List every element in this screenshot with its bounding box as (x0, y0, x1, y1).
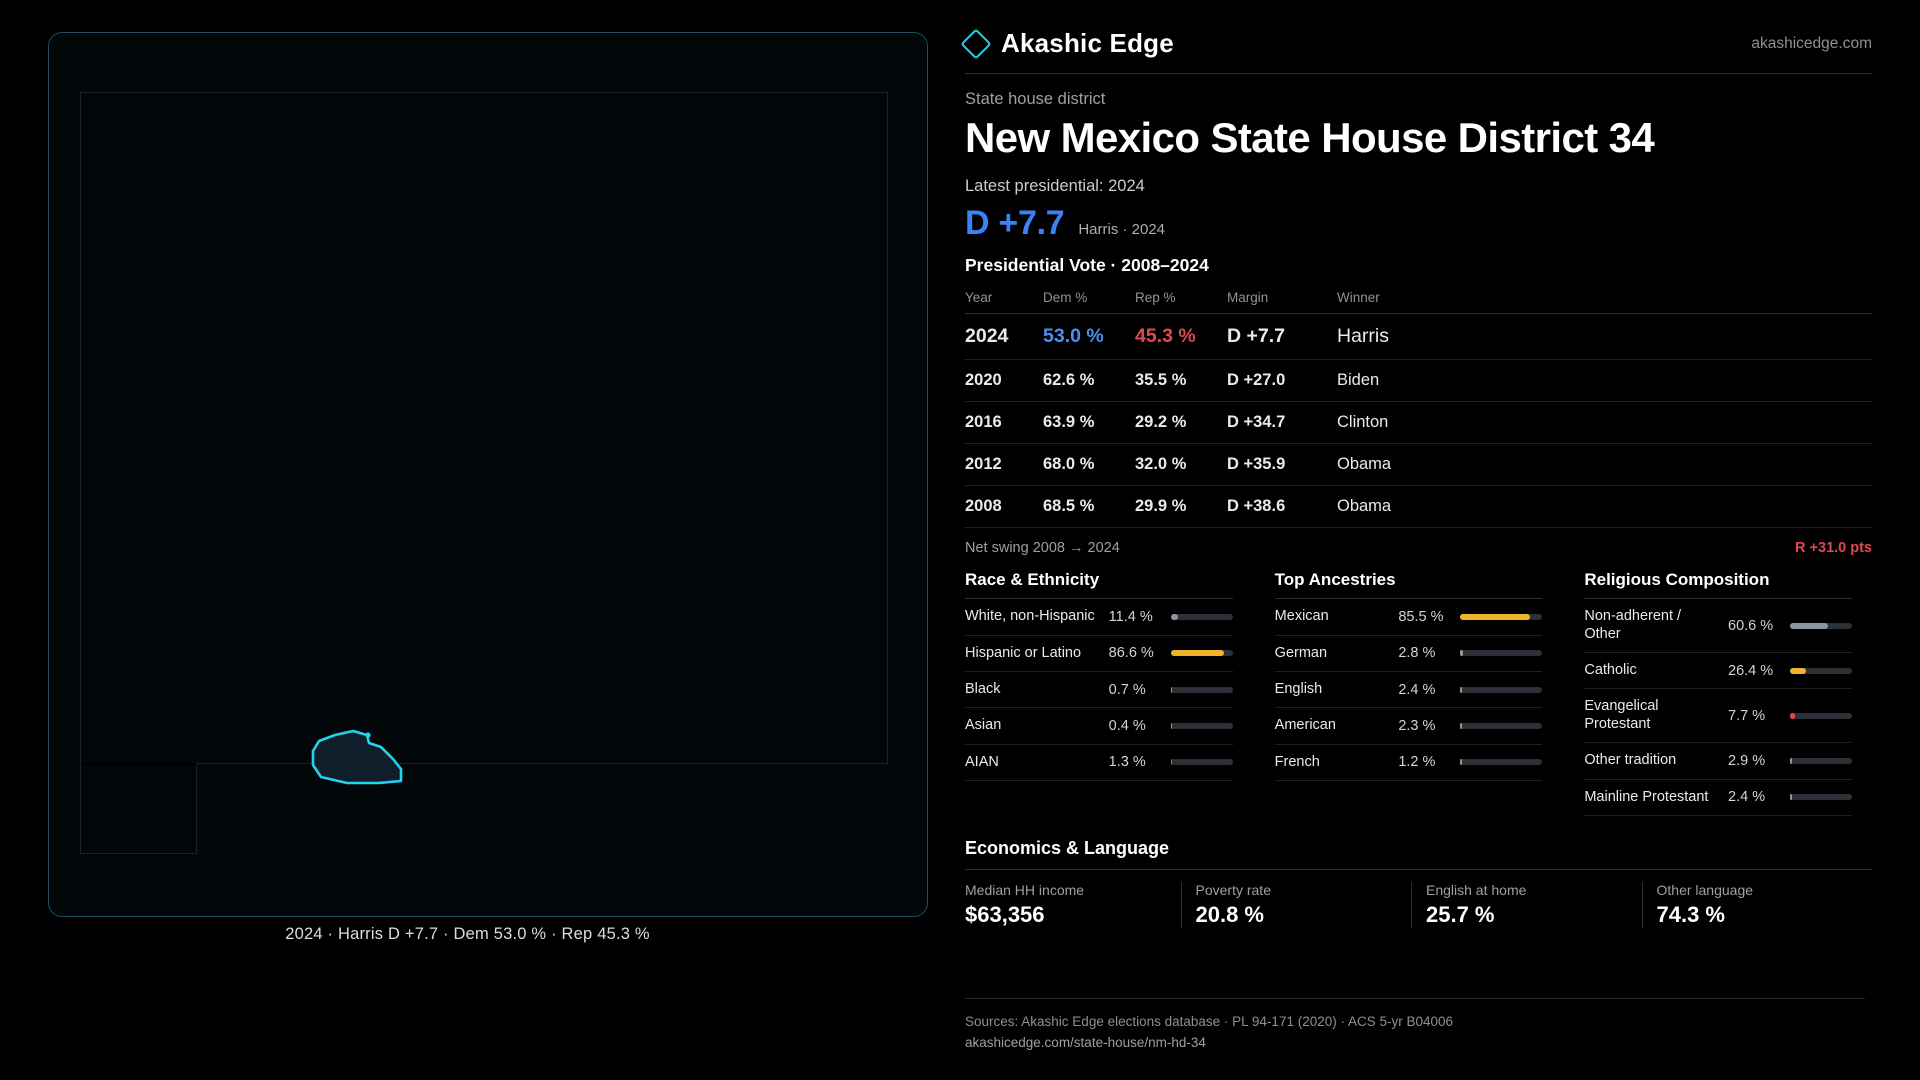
religion-value: 2.4 % (1728, 789, 1766, 806)
cell-rep: 29.2 % (1135, 402, 1227, 444)
list-item (1584, 780, 1852, 816)
religion-label: Evangelical Protestant (1584, 698, 1659, 732)
district-type-label: State house district (965, 90, 1106, 108)
demographics-columns (965, 570, 1872, 816)
list-item (1584, 689, 1852, 743)
cell-year: 2024 (965, 314, 1043, 360)
permalink[interactable]: akashicedge.com/state-house/nm-hd-34 (965, 1035, 1206, 1051)
ancestry-bar (1460, 650, 1542, 656)
ancestry-label: English (1274, 680, 1323, 697)
religion-bar (1790, 794, 1852, 800)
religion-bar (1790, 758, 1852, 764)
cell-margin: D +34.7 (1227, 402, 1337, 444)
list-item (1275, 672, 1543, 708)
map-caption: 2024 · Harris D +7.7 · Dem 53.0 % · Rep 45.3 % (285, 925, 650, 943)
ancestry-bar (1460, 759, 1542, 765)
list-item (965, 672, 1233, 708)
cell-winner: Harris (1337, 314, 1872, 360)
top-ancestries-column (1253, 570, 1563, 816)
map-notch-cover (81, 763, 196, 766)
econ-cell (965, 882, 1181, 928)
religious-composition-column (1562, 570, 1872, 816)
race-bar (1171, 723, 1233, 729)
list-item (965, 636, 1233, 672)
cell-margin: D +27.0 (1227, 360, 1337, 402)
col-dem: Dem % (1043, 286, 1135, 314)
cell-margin: D +35.9 (1227, 444, 1337, 486)
table-header-row (965, 286, 1872, 314)
cell-rep: 29.9 % (1135, 486, 1227, 528)
race-label: Black (965, 680, 1001, 697)
sources-line: Sources: Akashic Edge elections database · PL 94-171 (2020) · ACS 5-yr B04006 (965, 1013, 1454, 1029)
col-rep: Rep % (1135, 286, 1227, 314)
cell-year: 2020 (965, 360, 1043, 402)
religion-value: 60.6 % (1728, 617, 1774, 634)
race-bar (1171, 650, 1233, 656)
econ-cell (1181, 882, 1412, 928)
econ-label: English at home (1426, 881, 1527, 898)
ancestry-bar (1460, 614, 1542, 620)
list-item (1584, 743, 1852, 779)
cell-dem: 53.0 % (1043, 314, 1135, 360)
cell-rep: 45.3 % (1135, 314, 1227, 360)
map-state-bounds (80, 92, 888, 764)
latest-presidential-label: Latest presidential: 2024 (965, 177, 1145, 196)
race-value: 86.6 % (1108, 645, 1154, 662)
ancestry-value: 1.2 % (1398, 754, 1436, 771)
ancestry-value: 2.3 % (1398, 718, 1436, 735)
cell-winner: Obama (1337, 444, 1872, 486)
econ-label: Other language (1656, 881, 1754, 898)
map-state-bounds-notch (80, 764, 197, 854)
race-ethnicity-title: Race & Ethnicity (965, 570, 1233, 599)
cell-year: 2012 (965, 444, 1043, 486)
religion-bar (1790, 668, 1852, 674)
race-label: AIAN (965, 753, 999, 770)
district-outline-shape[interactable] (305, 725, 425, 793)
col-winner: Winner (1337, 286, 1872, 314)
cell-year: 2016 (965, 402, 1043, 444)
footer-sources (965, 998, 1865, 1054)
table-row (965, 314, 1872, 360)
religion-label: Mainline Protestant (1584, 788, 1709, 805)
list-item (1584, 653, 1852, 689)
race-value: 1.3 % (1108, 754, 1146, 771)
table-row (965, 360, 1872, 402)
list-item (1584, 599, 1852, 653)
race-value: 0.7 % (1108, 681, 1146, 698)
ancestry-label: French (1274, 753, 1320, 770)
ancestry-label: American (1274, 717, 1336, 734)
religion-label: Other tradition (1584, 752, 1677, 769)
ancestry-bar (1460, 687, 1542, 693)
list-item (965, 599, 1233, 635)
religion-value: 26.4 % (1728, 662, 1774, 679)
brand-left (965, 28, 1174, 59)
religion-label: Non-adherent / Other (1584, 608, 1682, 642)
economics-grid (965, 869, 1872, 928)
race-label: White, non-Hispanic (965, 608, 1095, 625)
economics-title: Economics & Language (965, 837, 1170, 858)
col-margin: Margin (1227, 286, 1337, 314)
presidential-results-table (965, 286, 1872, 528)
list-item (965, 745, 1233, 781)
cell-year: 2008 (965, 486, 1043, 528)
headline-margin (965, 204, 1872, 243)
race-label: Hispanic or Latino (965, 644, 1082, 661)
list-item (1275, 599, 1543, 635)
race-bar (1171, 614, 1233, 620)
cell-dem: 68.0 % (1043, 444, 1135, 486)
table-row (965, 402, 1872, 444)
race-value: 11.4 % (1108, 608, 1153, 625)
headline-margin-value: D +7.7 (965, 204, 1065, 243)
net-swing-value: R +31.0 pts (1795, 540, 1872, 557)
religion-bar (1790, 713, 1852, 719)
race-bar (1171, 759, 1233, 765)
ancestry-value: 2.8 % (1398, 645, 1436, 662)
econ-value: 74.3 % (1656, 901, 1725, 927)
list-item (1275, 708, 1543, 744)
religion-value: 7.7 % (1728, 707, 1766, 724)
cell-winner: Obama (1337, 486, 1872, 528)
econ-cell (1642, 882, 1873, 928)
cell-margin: D +7.7 (1227, 314, 1337, 360)
religious-composition-title: Religious Composition (1584, 570, 1852, 599)
ancestry-bar (1460, 723, 1542, 729)
ancestry-label: Mexican (1274, 608, 1329, 625)
econ-label: Poverty rate (1195, 881, 1271, 898)
econ-value: 20.8 % (1195, 901, 1264, 927)
diamond-icon (960, 28, 991, 59)
ancestry-value: 2.4 % (1398, 681, 1436, 698)
econ-value: 25.7 % (1426, 901, 1495, 927)
results-section-title: Presidential Vote · 2008–2024 (965, 255, 1209, 276)
ancestry-value: 85.5 % (1398, 608, 1444, 625)
col-year: Year (965, 286, 1043, 314)
cell-dem: 62.6 % (1043, 360, 1135, 402)
cell-rep: 35.5 % (1135, 360, 1227, 402)
cell-rep: 32.0 % (1135, 444, 1227, 486)
race-bar (1171, 687, 1233, 693)
list-item (1275, 636, 1543, 672)
cell-winner: Biden (1337, 360, 1872, 402)
cell-winner: Clinton (1337, 402, 1872, 444)
cell-dem: 63.9 % (1043, 402, 1135, 444)
ancestry-label: German (1274, 644, 1328, 661)
page-title: New Mexico State House District 34 (965, 114, 1655, 161)
net-swing-row (965, 540, 1872, 556)
map-panel (0, 0, 935, 1080)
econ-cell (1411, 882, 1642, 928)
religion-value: 2.9 % (1728, 752, 1766, 769)
religion-label: Catholic (1584, 661, 1637, 678)
table-row (965, 444, 1872, 486)
race-label: Asian (965, 717, 1002, 734)
net-swing-label: Net swing 2008 → 2024 (965, 540, 1120, 557)
list-item (1275, 745, 1543, 781)
brand-bar (965, 28, 1872, 74)
cell-dem: 68.5 % (1043, 486, 1135, 528)
race-ethnicity-column (965, 570, 1253, 816)
table-row (965, 486, 1872, 528)
brand-url: akashicedge.com (1751, 34, 1872, 52)
religion-bar (1790, 623, 1852, 629)
econ-label: Median HH income (965, 881, 1085, 898)
brand-name: Akashic Edge (1001, 28, 1174, 58)
headline-margin-sub: Harris · 2024 (1078, 221, 1166, 239)
info-panel (935, 0, 1920, 1080)
cell-margin: D +38.6 (1227, 486, 1337, 528)
top-ancestries-title: Top Ancestries (1275, 570, 1543, 599)
econ-value: $63,356 (965, 901, 1045, 927)
race-value: 0.4 % (1108, 718, 1146, 735)
list-item (965, 708, 1233, 744)
